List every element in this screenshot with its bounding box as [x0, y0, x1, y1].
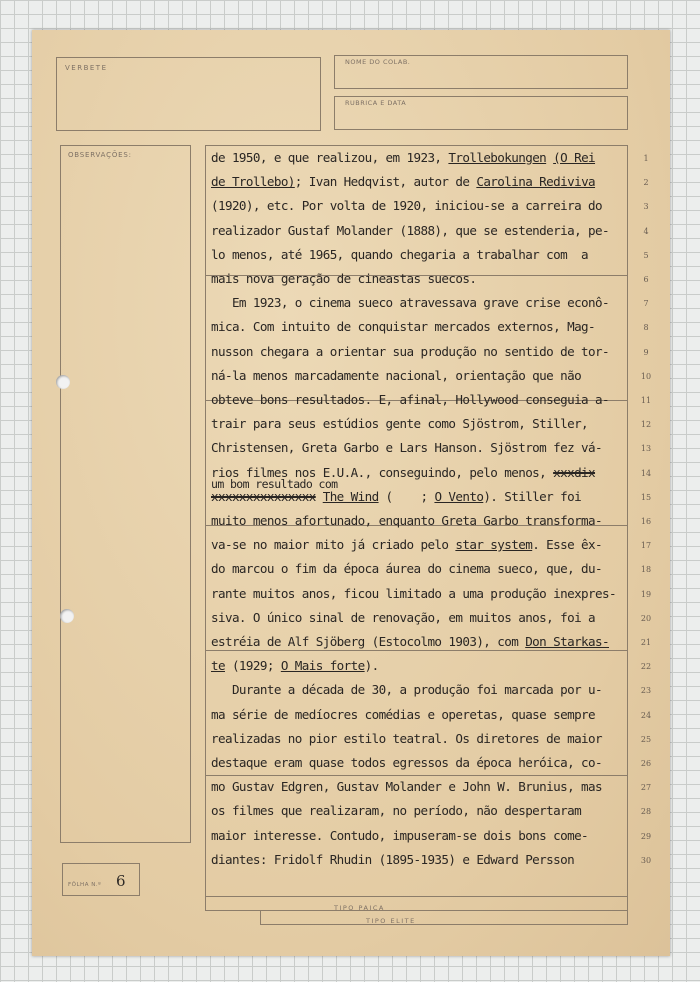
line-text: ). — [364, 658, 379, 674]
line-text: rante muitos anos, ficou limitado a uma produção inexpres- — [211, 585, 616, 601]
typed-line — [211, 368, 581, 383]
typed-line — [211, 586, 616, 601]
typed-line — [211, 223, 609, 238]
line-text: realizadas no pior estilo teatral. Os diretores de maior — [211, 730, 602, 746]
line-text: muito menos afortunado, enquanto Greta Garbo transforma- — [211, 513, 602, 528]
line-number: 26 — [640, 759, 652, 768]
typewriter-form-sheet — [32, 30, 670, 956]
underlined-text: Don Starkas- — [525, 634, 609, 649]
line-text: de 1950, e que realizou, em 1923, — [211, 150, 449, 165]
line-number: 8 — [643, 323, 649, 333]
typed-line — [211, 561, 602, 576]
typed-line — [211, 828, 588, 843]
typed-line — [211, 803, 581, 818]
line-text: os filmes que realizaram, no período, não despertaram — [211, 803, 582, 819]
typed-line — [211, 319, 595, 334]
line-text: (1920), etc. Por volta de 1920, iniciou-se a carreira do — [211, 198, 602, 214]
line-number: 12 — [640, 420, 652, 430]
line-text: mica. Com intuito de conquistar mercados externos, Mag- — [211, 319, 596, 335]
line-text: realizador Gustaf Molander (1888), que se estenderia, pe- — [211, 222, 609, 238]
line-number: 25 — [640, 734, 652, 744]
line-number: 6 — [643, 275, 649, 284]
typed-line — [211, 150, 595, 165]
typed-line — [211, 537, 602, 552]
line-number: 30 — [640, 855, 652, 865]
typed-line — [211, 513, 602, 528]
nome-colab-label: NOME DO COLAB. — [345, 58, 411, 66]
line-number: 20 — [640, 613, 652, 623]
underlined-text: O Vento — [434, 488, 484, 504]
line-text: obteve bons resultados. E, afinal, Hollywood conseguia a- — [211, 392, 609, 407]
tipo-elite-label: TIPO ELITE — [366, 917, 416, 925]
underlined-text: star system — [455, 537, 533, 553]
line-number: 23 — [640, 686, 652, 696]
struck-out-text: xxxdix — [553, 464, 596, 480]
rubrica-label: RUBRICA E DATA — [345, 99, 407, 107]
line-text: diantes: Fridolf Rhudin (1895-1935) e Edward Persson — [211, 851, 575, 867]
line-number: 27 — [640, 783, 652, 793]
line-text: rios filmes nos E.U.A., conseguindo, pelo menos, — [211, 464, 554, 480]
line-number: 15 — [640, 492, 652, 502]
typed-line — [211, 198, 602, 213]
typed-line — [211, 658, 379, 673]
line-number: 18 — [640, 565, 652, 575]
folha-box — [62, 863, 140, 896]
line-text: do marcou o fim da época áurea do cinema sueco, que, du- — [211, 561, 602, 577]
typed-line — [211, 489, 581, 504]
line-number: 29 — [640, 831, 652, 841]
line-text: siva. O único sinal de renovação, em muitos anos, foi a — [211, 609, 596, 625]
folha-number: 6 — [116, 872, 126, 890]
line-number: 13 — [640, 444, 652, 454]
typed-line — [211, 731, 602, 746]
line-number: 19 — [640, 589, 652, 599]
line-text: Christensen, Greta Garbo e Lars Hanson. Sjöstrom fez vá- — [211, 440, 602, 456]
typed-line — [211, 295, 609, 310]
underlined-text: de Trollebo) — [211, 174, 295, 190]
ruled-line — [205, 775, 628, 776]
struck-out-text: xxxxxxxxxxxxxxx — [211, 488, 316, 504]
line-text: ma série de medíocres comédias e operetas, quase sempre — [211, 706, 596, 722]
line-number: 3 — [643, 202, 649, 212]
line-number: 5 — [643, 250, 649, 260]
line-text: Durante a década de 30, a produção foi marcada por u- — [211, 682, 602, 698]
tipo-paica-rule — [205, 897, 628, 911]
typed-line — [211, 707, 595, 722]
line-number: 24 — [640, 710, 652, 720]
observacoes-box — [60, 145, 191, 843]
underlined-text: Trollebokungen — [448, 150, 547, 165]
line-text: destaque eram quase todos egressos da época heróica, co- — [211, 755, 602, 770]
line-text: Em 1923, o cinema sueco atravessava grave crise econô- — [211, 295, 609, 311]
line-text: trair para seus estúdios gente como Sjöstrom, Stiller, — [211, 416, 589, 432]
line-number: 10 — [640, 371, 652, 381]
tipo-elite-rule — [260, 911, 628, 925]
observacoes-label: OBSERVAÇÕES: — [68, 151, 132, 159]
verbete-label: VERBETE — [65, 64, 108, 72]
line-number: 28 — [640, 807, 652, 817]
line-text: (1929; — [224, 658, 281, 674]
line-text: mais nova geração de cineastas suecos. — [211, 271, 477, 286]
punch-hole — [56, 375, 70, 389]
typed-line — [211, 174, 595, 189]
line-number: 21 — [640, 638, 652, 647]
line-text: mo Gustav Edgren, Gustav Molander e John W. Brunius, mas — [211, 779, 602, 795]
line-text: maior interesse. Contudo, impuseram-se dois bons come- — [211, 827, 589, 843]
typed-line — [211, 779, 602, 794]
ruled-line — [205, 650, 628, 651]
typed-line — [211, 634, 609, 649]
line-number: 22 — [640, 662, 652, 672]
line-number: 16 — [640, 517, 652, 526]
line-text: nusson chegara a orientar sua produção no sentido de tor- — [211, 343, 609, 359]
line-text: ná-la menos marcadamente nacional, orientação que não — [211, 367, 582, 383]
line-text — [316, 489, 323, 504]
line-number: 7 — [643, 299, 649, 309]
typed-line — [211, 755, 602, 770]
typed-line — [211, 247, 588, 262]
line-number: 11 — [640, 396, 652, 405]
tipo-paica-label: TIPO PAICA — [334, 904, 385, 912]
typed-line — [211, 610, 595, 625]
line-text: estréia de Alf Sjöberg (Estocolmo 1903), com — [211, 634, 526, 649]
line-number: 4 — [643, 226, 649, 236]
line-number: 17 — [640, 541, 652, 551]
line-number: 14 — [640, 468, 652, 478]
line-text: ( ; — [378, 488, 435, 504]
typed-line — [211, 416, 588, 431]
folha-label: FÔLHA N.º — [68, 882, 102, 888]
line-number: 9 — [643, 347, 649, 357]
line-text: ; Ivan Hedqvist, autor de — [294, 174, 477, 190]
typed-line — [211, 344, 609, 359]
underlined-text: O Mais forte — [280, 658, 365, 674]
underlined-text: (O Rei — [553, 150, 596, 165]
line-number: 2 — [643, 178, 649, 188]
typed-line — [211, 392, 609, 407]
typed-line — [211, 682, 602, 697]
line-number: 1 — [643, 154, 649, 163]
line-text: um bom resultado com — [211, 476, 338, 491]
typed-line — [211, 852, 574, 867]
line-text: ). Stiller foi — [483, 488, 582, 504]
underlined-text: Carolina Rediviva — [476, 174, 596, 190]
typed-line — [211, 271, 476, 286]
underlined-text: The Wind — [322, 488, 379, 504]
line-text: lo menos, até 1965, quando chegaria a trabalhar com a — [211, 246, 589, 262]
line-text: va-se no maior mito já criado pelo — [211, 537, 456, 553]
underlined-text: te — [211, 658, 225, 674]
punch-hole — [60, 609, 74, 623]
line-text: . Esse êx- — [532, 537, 603, 553]
typed-line — [211, 440, 602, 455]
